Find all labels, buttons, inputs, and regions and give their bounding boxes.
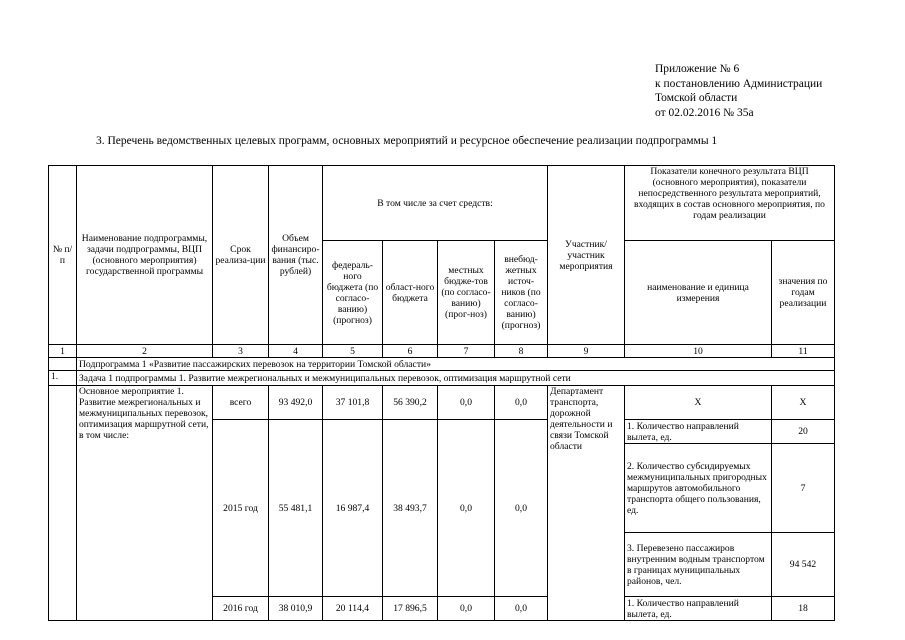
activity-name: Основное мероприятие 1. Развитие межрегиональных и межмуниципальных перевозок, оптимизация маршрутной сети, в том числе: [77, 386, 213, 621]
indicator-value: 18 [772, 597, 835, 621]
header-regional: област-ного бюджета [383, 241, 438, 345]
appendix-line-4: от 02.02.2016 № 35а [655, 106, 754, 119]
offbudget-2016: 0,0 [495, 597, 548, 621]
header-indicator-name: наименование и единица измерения [625, 241, 772, 345]
document-title: 3. Перечень ведомственных целевых программ, основных мероприятий и ресурсное обеспечение реализации подпрограммы 1 [96, 135, 718, 147]
header-indicator-value: значения по годам реализации [772, 241, 835, 345]
indicator-name: 3. Перевезено пассажиров внутренним водным транспортом в границах муниципальных районов, чел. [625, 533, 772, 597]
indicator-total-name: Х [625, 386, 772, 420]
task-number: 1. [49, 371, 77, 386]
participant-cell: Департамент транспорта, дорожной деятельности и связи Томской области [548, 386, 625, 621]
indicator-name: 1. Количество направлений вылета, ед. [625, 597, 772, 621]
column-number: 4 [269, 345, 323, 358]
indicator-name: 2. Количество субсидируемых межмуниципальных пригородных маршрутов автомобильного транспорта общего пользования, ед. [625, 444, 772, 533]
regional-2016: 17 896,5 [383, 597, 438, 621]
term-2015: 2015 год [213, 420, 269, 597]
header-indicators: Показатели конечного результата ВЦП (основного мероприятия), показатели непосредственного результата мероприятий, входящих в состав основного мероприятия, по годам реализации [625, 166, 835, 241]
column-number: 8 [495, 345, 548, 358]
subprogram-row: Подпрограмма 1 «Развитие пассажирских перевозок на территории Томской области» [77, 358, 835, 371]
appendix-line-3: Томской области [655, 92, 738, 104]
header-num: № п/п [49, 166, 77, 345]
indicator-value: 20 [772, 420, 835, 444]
indicator-name: 1. Количество направлений вылета, ед. [625, 420, 772, 444]
term-total: всего [213, 386, 269, 420]
program-table [48, 165, 835, 621]
federal-2016: 20 114,4 [323, 597, 383, 621]
column-number: 10 [625, 345, 772, 358]
column-number: 5 [323, 345, 383, 358]
column-number: 9 [548, 345, 625, 358]
appendix-block [655, 62, 822, 120]
local-total: 0,0 [438, 386, 495, 420]
column-number: 11 [772, 345, 835, 358]
header-name: Наименование подпрограммы, задачи подпрограммы, ВЦП (основного мероприятия) государственной программы [77, 166, 213, 345]
header-participant: Участник/ участник мероприятия [548, 166, 625, 345]
header-offbudget: внебюд-жетных источ-ников (по согласо-ванию) (прогноз) [495, 241, 548, 345]
regional-total: 56 390,2 [383, 386, 438, 420]
term-2016: 2016 год [213, 597, 269, 621]
column-number: 6 [383, 345, 438, 358]
federal-total: 37 101,8 [323, 386, 383, 420]
header-term: Срок реализа-ции [213, 166, 269, 345]
federal-2015: 16 987,4 [323, 420, 383, 597]
volume-total: 93 492,0 [269, 386, 323, 420]
appendix-line-2: к постановлению Администрации [655, 77, 823, 90]
header-sources: В том числе за счет средств: [323, 166, 548, 241]
local-2015: 0,0 [438, 420, 495, 597]
regional-2015: 38 493,7 [383, 420, 438, 597]
indicator-value: 94 542 [772, 533, 835, 597]
column-number: 1 [49, 345, 77, 358]
local-2016: 0,0 [438, 597, 495, 621]
header-local: местных бюдже-тов (по согласо-ванию) (прог-ноз) [438, 241, 495, 345]
header-volume: Объем финансиро-вания (тыс. рублей) [269, 166, 323, 345]
volume-2016: 38 010,9 [269, 597, 323, 621]
indicator-value: 7 [772, 444, 835, 533]
volume-2015: 55 481,1 [269, 420, 323, 597]
task-row: Задача 1 подпрограммы 1. Развитие межрегиональных и межмуниципальных перевозок, оптимизация маршрутной сети [77, 371, 835, 386]
appendix-line-1: Приложение № 6 [655, 63, 740, 75]
indicator-total-value: Х [772, 386, 835, 420]
offbudget-total: 0,0 [495, 386, 548, 420]
column-number-row [49, 345, 835, 358]
header-federal: федераль-ного бюджета (по согласо-ванию) (прогноз) [323, 241, 383, 345]
column-number: 3 [213, 345, 269, 358]
column-number: 7 [438, 345, 495, 358]
column-number: 2 [77, 345, 213, 358]
offbudget-2015: 0,0 [495, 420, 548, 597]
